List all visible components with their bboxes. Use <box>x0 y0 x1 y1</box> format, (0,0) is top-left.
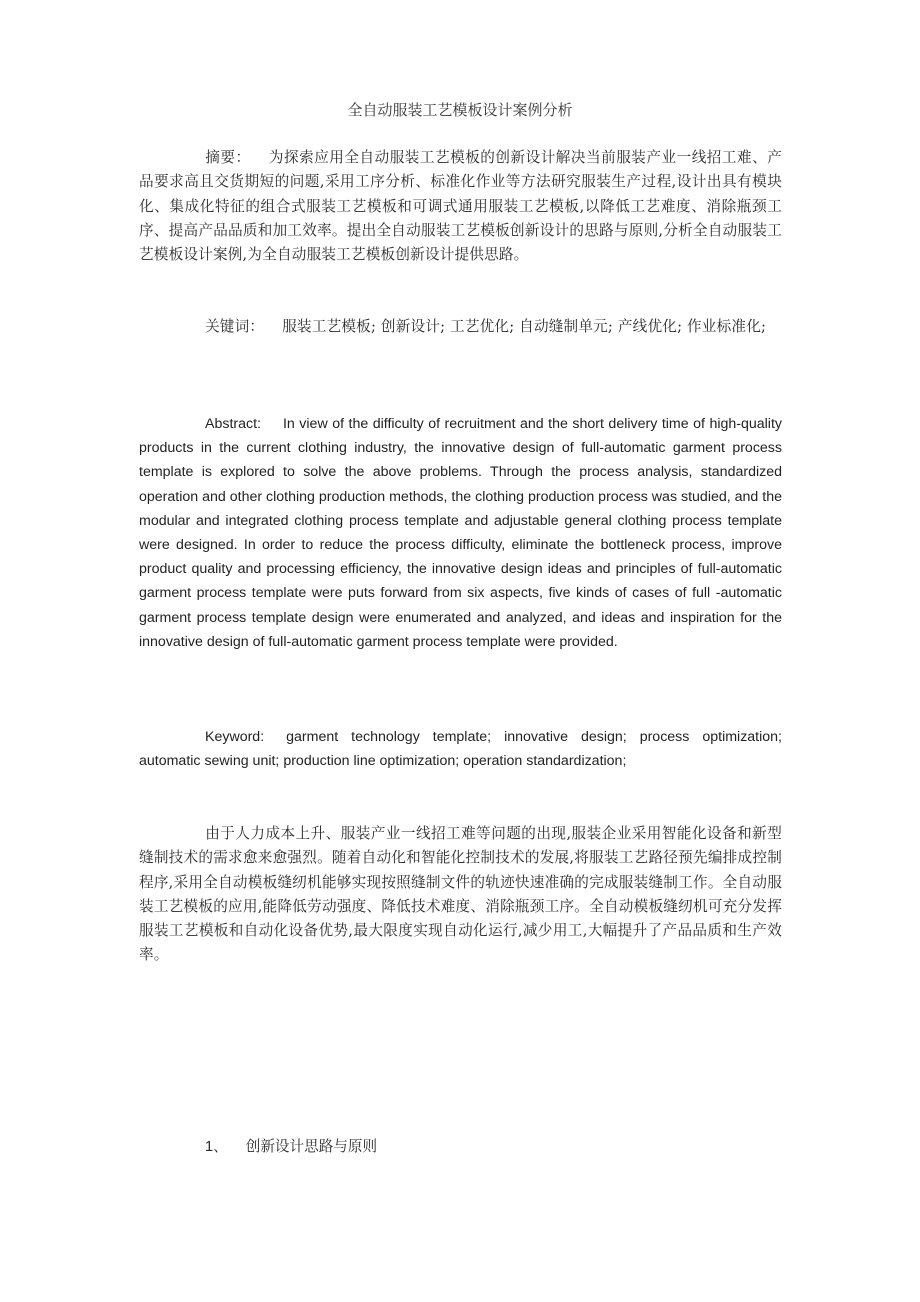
keywords-cn <box>139 315 782 339</box>
intro-paragraph-text: 由于人力成本上升、服装产业一线招工难等问题的出现,服装企业采用智能化设备和新型缝制技术的需求愈来愈强烈。随着自动化和智能化控制技术的发展,将服装工艺路径预先编排成控制程序,采用全自动模板缝纫机能够实现按照缝制文件的轨迹快速准确的完成服装缝制工作。全自动服装工艺模板的应用,能降低劳动强度、降低技术难度、消除瓶颈工序。全自动模板缝纫机可充分发挥服装工艺模板和自动化设备优势,最大限度实现自动化运行,减少用工,大幅提升了产品品质和生产效率。 <box>139 825 782 964</box>
keywords-cn-label: 关键词： <box>205 318 265 335</box>
keywords-cn-text: 服装工艺模板; 创新设计; 工艺优化; 自动缝制单元; 产线优化; 作业标准化; <box>282 318 767 335</box>
abstract-cn <box>139 146 782 267</box>
keywords-en-text: garment technology template; innovative design; process optimization; automatic sewing unit; production line optimization; operation standardization; <box>139 729 782 770</box>
document-title: 全自动服装工艺模板设计案例分析 <box>347 101 573 119</box>
keywords-en <box>139 725 782 773</box>
abstract-cn-label: 摘要： <box>205 149 251 166</box>
abstract-en <box>139 412 782 654</box>
section-number: 1、 <box>205 1139 228 1155</box>
keywords-en-label: Keyword: <box>205 729 265 745</box>
abstract-en-text: In view of the difficulty of recruitment and the short delivery time of high-quality products in the current clothing industry, the innovative design of full-automatic garment process template is explored to solve the above problems. Through the process analysis, standardized operation and other clothing production methods, the clothing production process was studied, and the modular and integrated clothing process template and adjustable general clothing process template were designed. In order to reduce the process difficulty, eliminate the bottleneck process, improve product quality and processing efficiency, the innovative design ideas and principles of full-automatic garment process template were puts forward from six aspects, five kinds of cases of full -automatic garment process template design were enumerated and analyzed, and ideas and inspiration for the innovative design of full-automatic garment process template were provided. <box>139 416 782 650</box>
section-heading <box>205 1135 377 1159</box>
abstract-en-label: Abstract: <box>205 416 261 432</box>
section-title: 创新设计思路与原则 <box>245 1138 378 1155</box>
intro-paragraph <box>139 822 782 968</box>
abstract-cn-text: 为探索应用全自动服装工艺模板的创新设计解决当前服装产业一线招工难、产品要求高且交货期短的问题,采用工序分析、标准化作业等方法研究服装生产过程,设计出具有模块化、集成化特征的组合式服装工艺模板和可调式通用服装工艺模板,以降低工艺难度、消除瓶颈工序、提高产品品质和加工效率。提出全自动服装工艺模板创新设计的思路与原则,分析全自动服装工艺模板设计案例,为全自动服装工艺模板创新设计提供思路。 <box>139 149 782 264</box>
